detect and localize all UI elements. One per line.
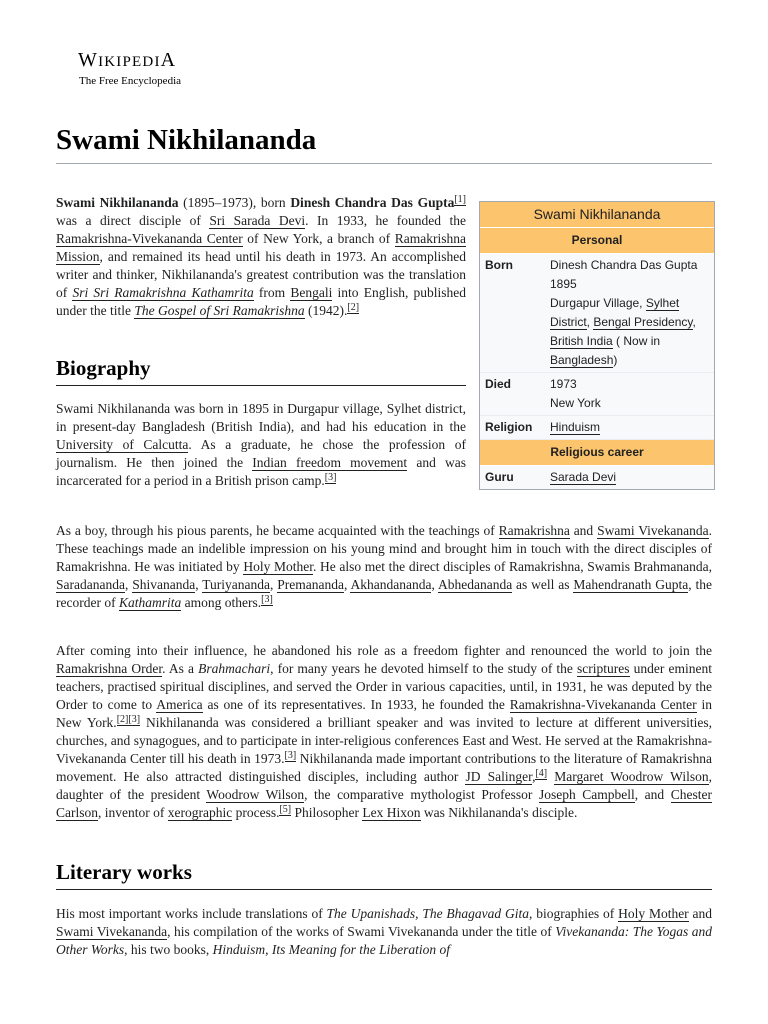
- link-calcutta[interactable]: University of Calcutta: [56, 437, 189, 452]
- ref-5-link[interactable]: [5]: [279, 803, 292, 815]
- biography-paragraph-1: Swami Nikhilananda was born in 1895 in Durgapur village, Sylhet district, in present-day Bangladesh (British India), and had his education in the University of Calcutta. As a graduate, he chose the profession of journalism. He then joined the Indian freedom movement and was incarcerated for a period in a British prison camp.[3]: [56, 401, 467, 488]
- ref-3-link[interactable]: [3]: [324, 471, 337, 483]
- link-scriptures[interactable]: scriptures: [577, 661, 630, 676]
- link-premananda[interactable]: Premananda: [277, 577, 344, 592]
- link-hinduism[interactable]: Hinduism: [550, 420, 601, 434]
- link-sylhet-district[interactable]: Sylhet District: [550, 296, 680, 329]
- logo-tagline: The Free Encyclopedia: [79, 75, 182, 87]
- ref-2-link[interactable]: [2]: [116, 713, 129, 725]
- link-bangladesh[interactable]: Bangladesh: [550, 353, 614, 367]
- link-joseph-campbell[interactable]: Joseph Campbell: [538, 787, 635, 802]
- literary-paragraph-1: His most important works include translations of The Upanishads, The Bhagavad Gita, biographies of Holy Mother and Swami Vivekananda, his compilation of the works of Swami Vivekananda under the title of Vivekananda: The Yogas and Other Works, his two books, Hinduism, Its Meaning for the Liberation of: [56, 906, 713, 957]
- link-gospel[interactable]: The Gospel of Sri Ramakrishna: [134, 303, 305, 318]
- ref-1-link[interactable]: [1]: [454, 193, 467, 205]
- ref-2-link[interactable]: [2]: [347, 301, 360, 313]
- died-place: New York: [550, 396, 601, 410]
- born-place: Durgapur Village, Sylhet District, Bengal Presidency, British India ( Now in Bangladesh): [550, 296, 696, 367]
- link-bengal-presidency[interactable]: Bengal Presidency: [593, 315, 693, 329]
- ref-3-link[interactable]: [3]: [261, 593, 273, 605]
- link-bengali[interactable]: Bengali: [290, 285, 333, 300]
- born-value: [550, 256, 714, 370]
- born-year: 1895: [550, 277, 577, 291]
- link-woodrow-wilson[interactable]: Woodrow Wilson: [206, 787, 305, 802]
- link-ramakrishna-mission[interactable]: Ramakrishna Mission: [56, 231, 466, 264]
- link-shivananda[interactable]: Shivananda: [132, 577, 196, 592]
- infobox-row-born: [480, 254, 714, 373]
- link-rv-center-2[interactable]: Ramakrishna-Vivekananda Center: [509, 697, 697, 712]
- infobox-career-header: Religious career: [480, 440, 714, 466]
- heading-biography: Biography: [56, 356, 466, 386]
- link-sarada-devi[interactable]: Sri Sarada Devi: [209, 213, 306, 228]
- biography-paragraph-3: After coming into their influence, he abandoned his role as a freedom fighter and renounced the world to join the Ramakrishna Order. As a Brahmachari, for many years he devoted himself to the study of the scriptures under eminent teachers, practised spiritual disciplines, and served the Order in various capacities, until, in 1931, he was deputed by the Order to come to America as one of its representatives. In 1933, he founded the Ramakrishna-Vivekananda Center in New York.[2][3] Nikhilananda was considered a brilliant speaker and was invited to lecture at different universities, churches, and synagogues, and to participate in inter-religious conferences East and West. He served at the Ramakrishna-Vivekananda Center till his death in 1973.[3] Nikhilananda made important contributions to the literature of Ramakrishna movement. He also attracted distinguished disciples, including author JD Salinger,[4] Margaret Woodrow Wilson, daughter of the president Woodrow Wilson, the comparative mythologist Professor Joseph Campbell, and Chester Carlson, inventor of xerographic process.[5] Philosopher Lex Hixon was Nikhilananda's disciple.: [56, 643, 713, 820]
- link-kathamrita[interactable]: Sri Sri Ramakrishna Kathamrita: [72, 285, 254, 300]
- page-title: Swami Nikhilananda: [56, 124, 712, 164]
- link-kathamrita-2[interactable]: Kathamrita: [118, 595, 182, 610]
- link-ramakrishna-order[interactable]: Ramakrishna Order: [56, 661, 163, 676]
- died-year: 1973: [550, 377, 577, 391]
- religion-value: [550, 418, 714, 437]
- link-abhedananda[interactable]: Abhedananda: [437, 577, 513, 592]
- logo-wordmark: WIKIPEDIA: [78, 49, 177, 71]
- link-british-india[interactable]: British India: [550, 334, 613, 348]
- infobox: [479, 201, 715, 490]
- born-name: Dinesh Chandra Das Gupta: [550, 258, 698, 272]
- link-guru-sarada-devi[interactable]: Sarada Devi: [550, 470, 617, 484]
- link-xerographic[interactable]: xerographic: [167, 805, 233, 820]
- link-akhandananda[interactable]: Akhandananda: [350, 577, 432, 592]
- link-freedom-movement[interactable]: Indian freedom movement: [252, 455, 408, 470]
- died-value: [550, 375, 714, 413]
- link-america[interactable]: America: [156, 697, 203, 712]
- link-ramakrishna[interactable]: Ramakrishna: [498, 523, 570, 538]
- link-saradananda[interactable]: Saradananda: [56, 577, 125, 592]
- guru-label: Guru: [485, 470, 514, 484]
- infobox-personal-header: Personal: [480, 228, 714, 254]
- link-margaret-wilson[interactable]: Margaret Woodrow Wilson: [554, 769, 709, 784]
- link-chester-carlson[interactable]: Chester Carlson: [56, 787, 712, 820]
- intro-paragraph: Swami Nikhilananda (1895–1973), born Dinesh Chandra Das Gupta[1] was a direct disciple of Sri Sarada Devi. In 1933, he founded the Ramakrishna-Vivekananda Center of New York, a branch of Ramakrishna Mission, and remained its head until his death in 1973. An accomplished writer and thinker, Nikhilananda's greatest contribution was the translation of Sri Sri Ramakrishna Kathamrita from Bengali into English, published under the title The Gospel of Sri Ramakrishna (1942).[2]: [56, 193, 467, 318]
- link-vivekananda[interactable]: Swami Vivekananda: [597, 523, 709, 538]
- birth-name: Dinesh Chandra Das Gupta: [290, 195, 455, 210]
- subject-name: Swami Nikhilananda: [56, 195, 179, 210]
- infobox-title: Swami Nikhilananda: [480, 202, 714, 228]
- died-label: Died: [485, 377, 512, 391]
- link-rv-center[interactable]: Ramakrishna-Vivekananda Center: [56, 231, 243, 246]
- link-holy-mother-2[interactable]: Holy Mother: [618, 906, 689, 921]
- link-lex-hixon[interactable]: Lex Hixon: [362, 805, 421, 820]
- link-turiyananda[interactable]: Turiyananda: [202, 577, 270, 592]
- infobox-row-died: [480, 373, 714, 416]
- born-label: Born: [485, 258, 513, 272]
- ref-3-link[interactable]: [3]: [284, 749, 297, 761]
- link-mahendranath-gupta[interactable]: Mahendranath Gupta: [573, 577, 689, 592]
- heading-literary-works: Literary works: [56, 860, 712, 890]
- infobox-row-religion: [480, 416, 714, 440]
- ref-4-link[interactable]: [4]: [535, 767, 548, 779]
- religion-label: Religion: [485, 420, 533, 434]
- wikipedia-logo[interactable]: [78, 50, 181, 87]
- biography-paragraph-2: As a boy, through his pious parents, he became acquainted with the teachings of Ramakrishna and Swami Vivekananda. These teachings made an indelible impression on his young mind and brought him in touch with the direct disciples of Ramakrishna. He was initiated by Holy Mother. He also met the direct disciples of Ramakrishna, Swamis Brahmananda, Saradananda, Shivananda, Turiyananda, Premananda, Akhandananda, Abhedananda as well as Mahendranath Gupta, the recorder of Kathamrita among others.[3]: [56, 523, 713, 610]
- infobox-row-guru: [480, 466, 714, 489]
- guru-value: [550, 468, 714, 487]
- link-salinger[interactable]: JD Salinger: [465, 769, 533, 784]
- ref-3-link[interactable]: [3]: [128, 713, 141, 725]
- link-holy-mother[interactable]: Holy Mother: [243, 559, 313, 574]
- link-vivekananda-2[interactable]: Swami Vivekananda: [56, 924, 168, 939]
